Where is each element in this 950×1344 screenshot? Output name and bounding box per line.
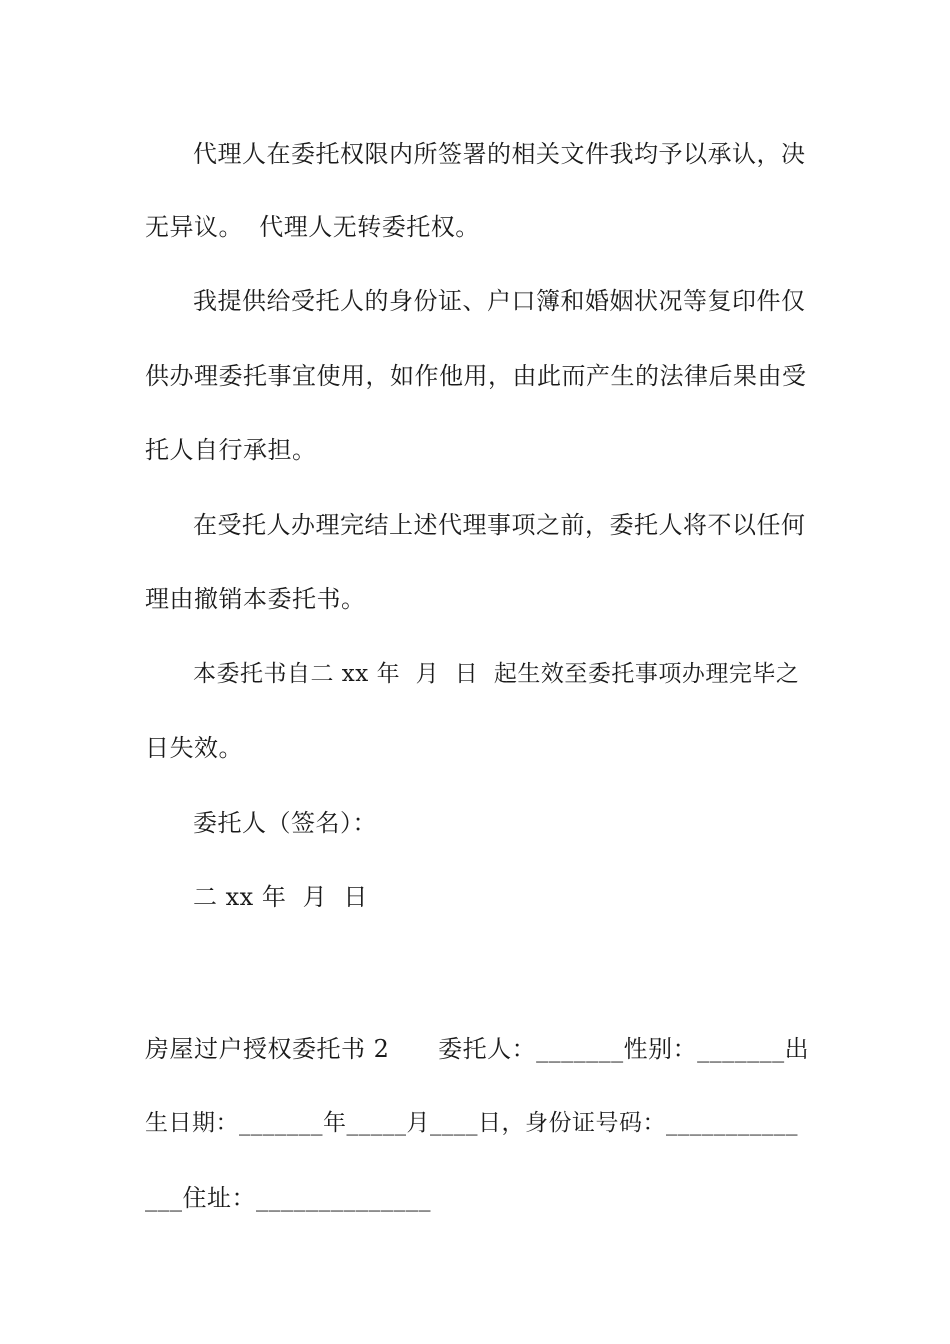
paragraph-line: 无异议。 代理人无转委托权。: [145, 213, 480, 241]
paragraph-line: 我提供给受托人的身份证、户口簿和婚姻状况等复印件仅: [193, 287, 806, 315]
section2-line: ___住址：______________: [145, 1184, 431, 1212]
paragraph-line: 在受托人办理完结上述代理事项之前，委托人将不以任何: [193, 511, 806, 539]
paragraph-line: 日失效。: [145, 734, 243, 762]
signature-date: 二 xx 年 月 日: [193, 883, 368, 911]
paragraph-line: 供办理委托事宜使用，如作他用，由此而产生的法律后果由受: [145, 362, 807, 390]
paragraph-line: 本委托书自二 xx 年 月 日 起生效至委托事项办理完毕之: [193, 661, 800, 687]
paragraph-line: 托人自行承担。: [145, 436, 317, 464]
signature-label: 委托人（签名）：: [193, 809, 377, 837]
section2-title-line: 房屋过户授权委托书 2 委托人：_______性别：_______出: [145, 1035, 810, 1063]
paragraph-line: 代理人在委托权限内所签署的相关文件我均予以承认，决: [193, 140, 806, 168]
section2-line: 生日期：_______年_____月____日，身份证号码：___________: [145, 1110, 798, 1136]
paragraph-line: 理由撤销本委托书。: [145, 585, 366, 613]
